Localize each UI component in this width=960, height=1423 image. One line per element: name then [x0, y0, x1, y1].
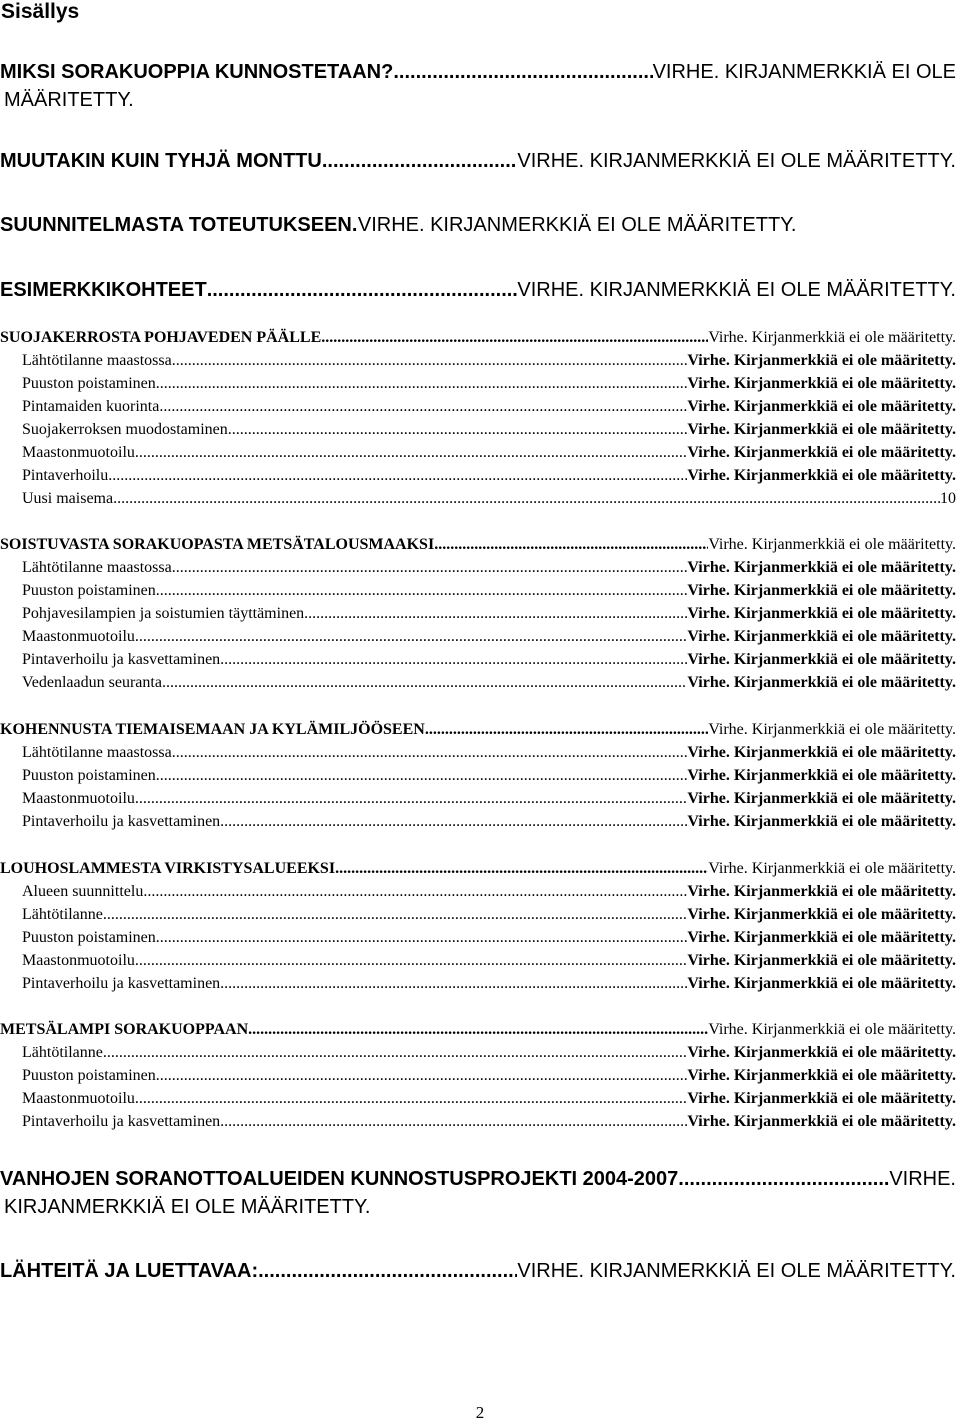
toc-leader — [172, 743, 688, 762]
toc-entry-title: Puuston poistaminen — [22, 1067, 156, 1084]
toc-subentry[interactable] — [22, 974, 956, 993]
toc-entry-page: VIRHE. KIRJANMERKKIÄ EI OLE MÄÄRITETTY. — [517, 150, 956, 172]
toc-subentry[interactable] — [22, 1066, 956, 1085]
toc-leader — [159, 397, 687, 416]
toc-leader — [135, 951, 687, 970]
toc-entry-page: Virhe. Kirjanmerkkiä ei ole määritetty. — [687, 1044, 956, 1061]
toc-entry-title: Uusi maisema — [22, 490, 114, 507]
toc-entry-muutakin[interactable] — [0, 149, 956, 173]
toc-entry-page: 10 — [940, 490, 956, 507]
toc-entry-page: Virhe. Kirjanmerkkiä ei ole määritetty. — [687, 398, 956, 415]
toc-entry-page: Virhe. Kirjanmerkkiä ei ole määritetty. — [687, 975, 956, 992]
toc-entry-page: Virhe. Kirjanmerkkiä ei ole määritetty. — [687, 582, 956, 599]
toc-entry-lahteita[interactable] — [0, 1259, 956, 1283]
toc-entry-title: KOHENNUSTA TIEMAISEMAAN JA KYLÄMILJÖÖSEEN — [0, 721, 425, 738]
toc-section-louhoslammesta[interactable] — [0, 859, 956, 878]
toc-entry-page: Virhe. Kirjanmerkkiä ei ole määritetty. — [687, 628, 956, 645]
toc-leader — [108, 466, 687, 485]
toc-subentry[interactable] — [22, 558, 956, 577]
toc-subentry[interactable] — [22, 743, 956, 762]
toc-entry-title: ESIMERKKIKOHTEET — [0, 279, 207, 301]
toc-entry-suunnitelmasta[interactable] — [0, 213, 956, 237]
toc-entry-page: Virhe. Kirjanmerkkiä ei ole määritetty. — [708, 329, 956, 346]
toc-subentry[interactable] — [22, 420, 956, 439]
toc-subentry[interactable] — [22, 673, 956, 692]
toc-entry-esimerkkikohteet[interactable] — [0, 278, 956, 302]
toc-entry-title: LOUHOSLAMMESTA VIRKISTYSALUEEKSI — [0, 860, 336, 877]
toc-leader — [322, 149, 518, 173]
toc-entry-title: VANHOJEN SORANOTTOALUEIDEN KUNNOSTUSPROJEKTI 2004-2007 — [0, 1168, 679, 1190]
toc-entry-title: Lähtötilanne maastossa — [22, 352, 172, 369]
toc-subentry[interactable] — [22, 351, 956, 370]
toc-entry-title: Puuston poistaminen — [22, 375, 156, 392]
toc-leader — [135, 627, 687, 646]
toc-entry-title: MUUTAKIN KUIN TYHJÄ MONTTU — [0, 150, 322, 172]
toc-entry-page: Virhe. Kirjanmerkkiä ei ole määritetty. — [687, 1067, 956, 1084]
toc-entry-page: Virhe. Kirjanmerkkiä ei ole määritetty. — [687, 375, 956, 392]
toc-leader — [228, 420, 688, 439]
toc-entry-title: Lähtötilanne maastossa — [22, 744, 172, 761]
toc-entry-page: Virhe. Kirjanmerkkiä ei ole määritetty. — [687, 605, 956, 622]
toc-subentry[interactable] — [22, 650, 956, 669]
toc-entry-page: Virhe. Kirjanmerkkiä ei ole määritetty. — [687, 952, 956, 969]
toc-subentry[interactable] — [22, 397, 956, 416]
toc-entry-page: Virhe. Kirjanmerkkiä ei ole määritetty. — [687, 744, 956, 761]
toc-section-metsalampi[interactable] — [0, 1020, 956, 1039]
toc-leader — [220, 974, 687, 993]
toc-entry-page: Virhe. Kirjanmerkkiä ei ole määritetty. — [687, 813, 956, 830]
toc-entry-title: Suojakerroksen muodostaminen — [22, 421, 228, 438]
toc-leader — [220, 650, 687, 669]
toc-subentry[interactable] — [22, 1089, 956, 1108]
toc-leader — [425, 720, 709, 739]
toc-entry-title: SUUNNITELMASTA TOTEUTUKSEEN — [0, 214, 352, 236]
toc-subentry[interactable] — [22, 489, 956, 508]
toc-section-suojakerrosta[interactable] — [0, 328, 956, 347]
toc-entry-title: Lähtötilanne maastossa — [22, 559, 172, 576]
toc-entry-page: Virhe. Kirjanmerkkiä ei ole määritetty. — [687, 906, 956, 923]
toc-entry-page: Virhe. Kirjanmerkkiä ei ole määritetty. — [687, 352, 956, 369]
toc-entry-page: Virhe. Kirjanmerkkiä ei ole määritetty. — [708, 536, 956, 553]
toc-entry-page: VIRHE. KIRJANMERKKIÄ EI OLE MÄÄRITETTY. — [357, 214, 797, 236]
toc-subentry[interactable] — [22, 882, 956, 901]
toc-leader — [156, 581, 688, 600]
toc-section-soistuvasta[interactable] — [0, 535, 956, 554]
toc-leader — [156, 928, 688, 947]
toc-entry-title: Maastonmuotoilu — [22, 952, 135, 969]
toc-entry-page: VIRHE. KIRJANMERKKIÄ EI OLE — [652, 61, 956, 83]
toc-entry-page: Virhe. Kirjanmerkkiä ei ole määritetty. — [708, 1021, 956, 1038]
toc-leader — [220, 812, 687, 831]
toc-leader — [220, 1112, 687, 1131]
toc-entry-vanhojen[interactable] — [0, 1167, 956, 1191]
toc-leader — [172, 558, 688, 577]
toc-entry-title: Pintaverhoilu ja kasvettaminen — [22, 813, 221, 830]
toc-entry-title: SOISTUVASTA SORAKUOPASTA METSÄTALOUSMAAKSI — [0, 536, 435, 553]
toc-leader — [135, 443, 687, 462]
toc-entry-page: Virhe. Kirjanmerkkiä ei ole määritetty. — [687, 651, 956, 668]
toc-leader — [172, 351, 688, 370]
toc-entry-title: Vedenlaadun seuranta — [22, 674, 162, 691]
toc-entry-title: Pintaverhoilu ja kasvettaminen — [22, 1113, 221, 1130]
toc-entry-page: Virhe. Kirjanmerkkiä ei ole määritetty. — [687, 790, 956, 807]
toc-leader — [135, 1089, 687, 1108]
toc-title: Sisällys — [1, 0, 80, 23]
toc-entry-title: Lähtötilanne — [22, 1044, 103, 1061]
toc-entry-page: VIRHE. — [889, 1168, 956, 1190]
toc-leader — [103, 1043, 687, 1062]
toc-entry-miksi[interactable] — [0, 60, 956, 84]
toc-entry-title: Maastonmuotoilu — [22, 628, 135, 645]
toc-subentry[interactable] — [22, 1112, 956, 1131]
toc-subentry[interactable] — [22, 627, 956, 646]
toc-leader — [678, 1167, 889, 1191]
toc-entry-title: Lähtötilanne — [22, 906, 103, 923]
toc-subentry[interactable] — [22, 604, 956, 623]
toc-subentry[interactable] — [22, 443, 956, 462]
toc-entry-title: Pohjavesilampien ja soistumien täyttäminen — [22, 605, 305, 622]
toc-leader — [304, 604, 687, 623]
toc-entry-title: Pintaverhoilu ja kasvettaminen — [22, 651, 221, 668]
toc-leader — [103, 905, 687, 924]
toc-entry-page: VIRHE. KIRJANMERKKIÄ EI OLE MÄÄRITETTY. — [517, 1260, 956, 1282]
toc-leader — [156, 374, 688, 393]
toc-subentry[interactable] — [22, 905, 956, 924]
toc-subentry[interactable] — [22, 928, 956, 947]
toc-leader — [335, 859, 708, 878]
toc-entry-title: Pintamaiden kuorinta — [22, 398, 160, 415]
toc-entry-page: VIRHE. KIRJANMERKKIÄ EI OLE MÄÄRITETTY. — [517, 279, 956, 301]
toc-leader — [248, 1020, 708, 1039]
toc-subentry[interactable] — [22, 1043, 956, 1062]
toc-leader — [156, 766, 688, 785]
toc-subentry[interactable] — [22, 789, 956, 808]
toc-entry-page-continued: MÄÄRITETTY. — [4, 89, 134, 111]
toc-entry-page: Virhe. Kirjanmerkkiä ei ole määritetty. — [708, 860, 956, 877]
toc-leader — [321, 328, 708, 347]
toc-leader — [207, 278, 518, 302]
toc-leader — [135, 789, 687, 808]
toc-entry-title: SUOJAKERROSTA POHJAVEDEN PÄÄLLE — [0, 329, 322, 346]
toc-entry-page: Virhe. Kirjanmerkkiä ei ole määritetty. — [687, 467, 956, 484]
toc-entry-page: Virhe. Kirjanmerkkiä ei ole määritetty. — [687, 674, 956, 691]
toc-entry-page: Virhe. Kirjanmerkkiä ei ole määritetty. — [687, 1113, 956, 1130]
toc-subentry[interactable] — [22, 951, 956, 970]
toc-leader — [156, 1066, 688, 1085]
toc-entry-title: Puuston poistaminen — [22, 767, 156, 784]
toc-entry-page: Virhe. Kirjanmerkkiä ei ole määritetty. — [687, 444, 956, 461]
toc-subentry[interactable] — [22, 466, 956, 485]
toc-entry-title: Puuston poistaminen — [22, 582, 156, 599]
toc-subentry[interactable] — [22, 374, 956, 393]
toc-leader — [434, 535, 708, 554]
toc-entry-page: Virhe. Kirjanmerkkiä ei ole määritetty. — [687, 767, 956, 784]
toc-subentry[interactable] — [22, 812, 956, 831]
toc-entry-page: Virhe. Kirjanmerkkiä ei ole määritetty. — [687, 883, 956, 900]
toc-entry-page: Virhe. Kirjanmerkkiä ei ole määritetty. — [687, 421, 956, 438]
page-number: 2 — [475, 1403, 485, 1422]
toc-entry-title: Maastonmuotoilu — [22, 1090, 135, 1107]
toc-leader — [258, 1259, 517, 1283]
toc-subentry[interactable] — [22, 766, 956, 785]
toc-entry-page-continued: KIRJANMERKKIÄ EI OLE MÄÄRITETTY. — [4, 1196, 371, 1218]
toc-leader — [393, 60, 652, 84]
toc-entry-page: Virhe. Kirjanmerkkiä ei ole määritetty. — [687, 559, 956, 576]
toc-entry-title: Alueen suunnittelu — [22, 883, 144, 900]
toc-entry-title: METSÄLAMPI SORAKUOPPAAN — [0, 1021, 249, 1038]
toc-entry-page: Virhe. Kirjanmerkkiä ei ole määritetty. — [687, 929, 956, 946]
toc-leader — [113, 489, 940, 508]
toc-entry-title: Maastonmuotoilu — [22, 444, 135, 461]
toc-entry-title: Pintaverhoilu — [22, 467, 109, 484]
toc-subentry[interactable] — [22, 581, 956, 600]
toc-entry-title: Puuston poistaminen — [22, 929, 156, 946]
toc-leader — [143, 882, 687, 901]
toc-section-kohennusta[interactable] — [0, 720, 956, 739]
toc-entry-title: Maastonmuotoilu — [22, 790, 135, 807]
toc-entry-page: Virhe. Kirjanmerkkiä ei ole määritetty. — [687, 1090, 956, 1107]
toc-entry-page: Virhe. Kirjanmerkkiä ei ole määritetty. — [708, 721, 956, 738]
toc-entry-title: Pintaverhoilu ja kasvettaminen — [22, 975, 221, 992]
toc-leader — [162, 673, 687, 692]
toc-entry-title: MIKSI SORAKUOPPIA KUNNOSTETAAN? — [0, 61, 394, 83]
toc-entry-title: LÄHTEITÄ JA LUETTAVAA: — [0, 1260, 259, 1282]
